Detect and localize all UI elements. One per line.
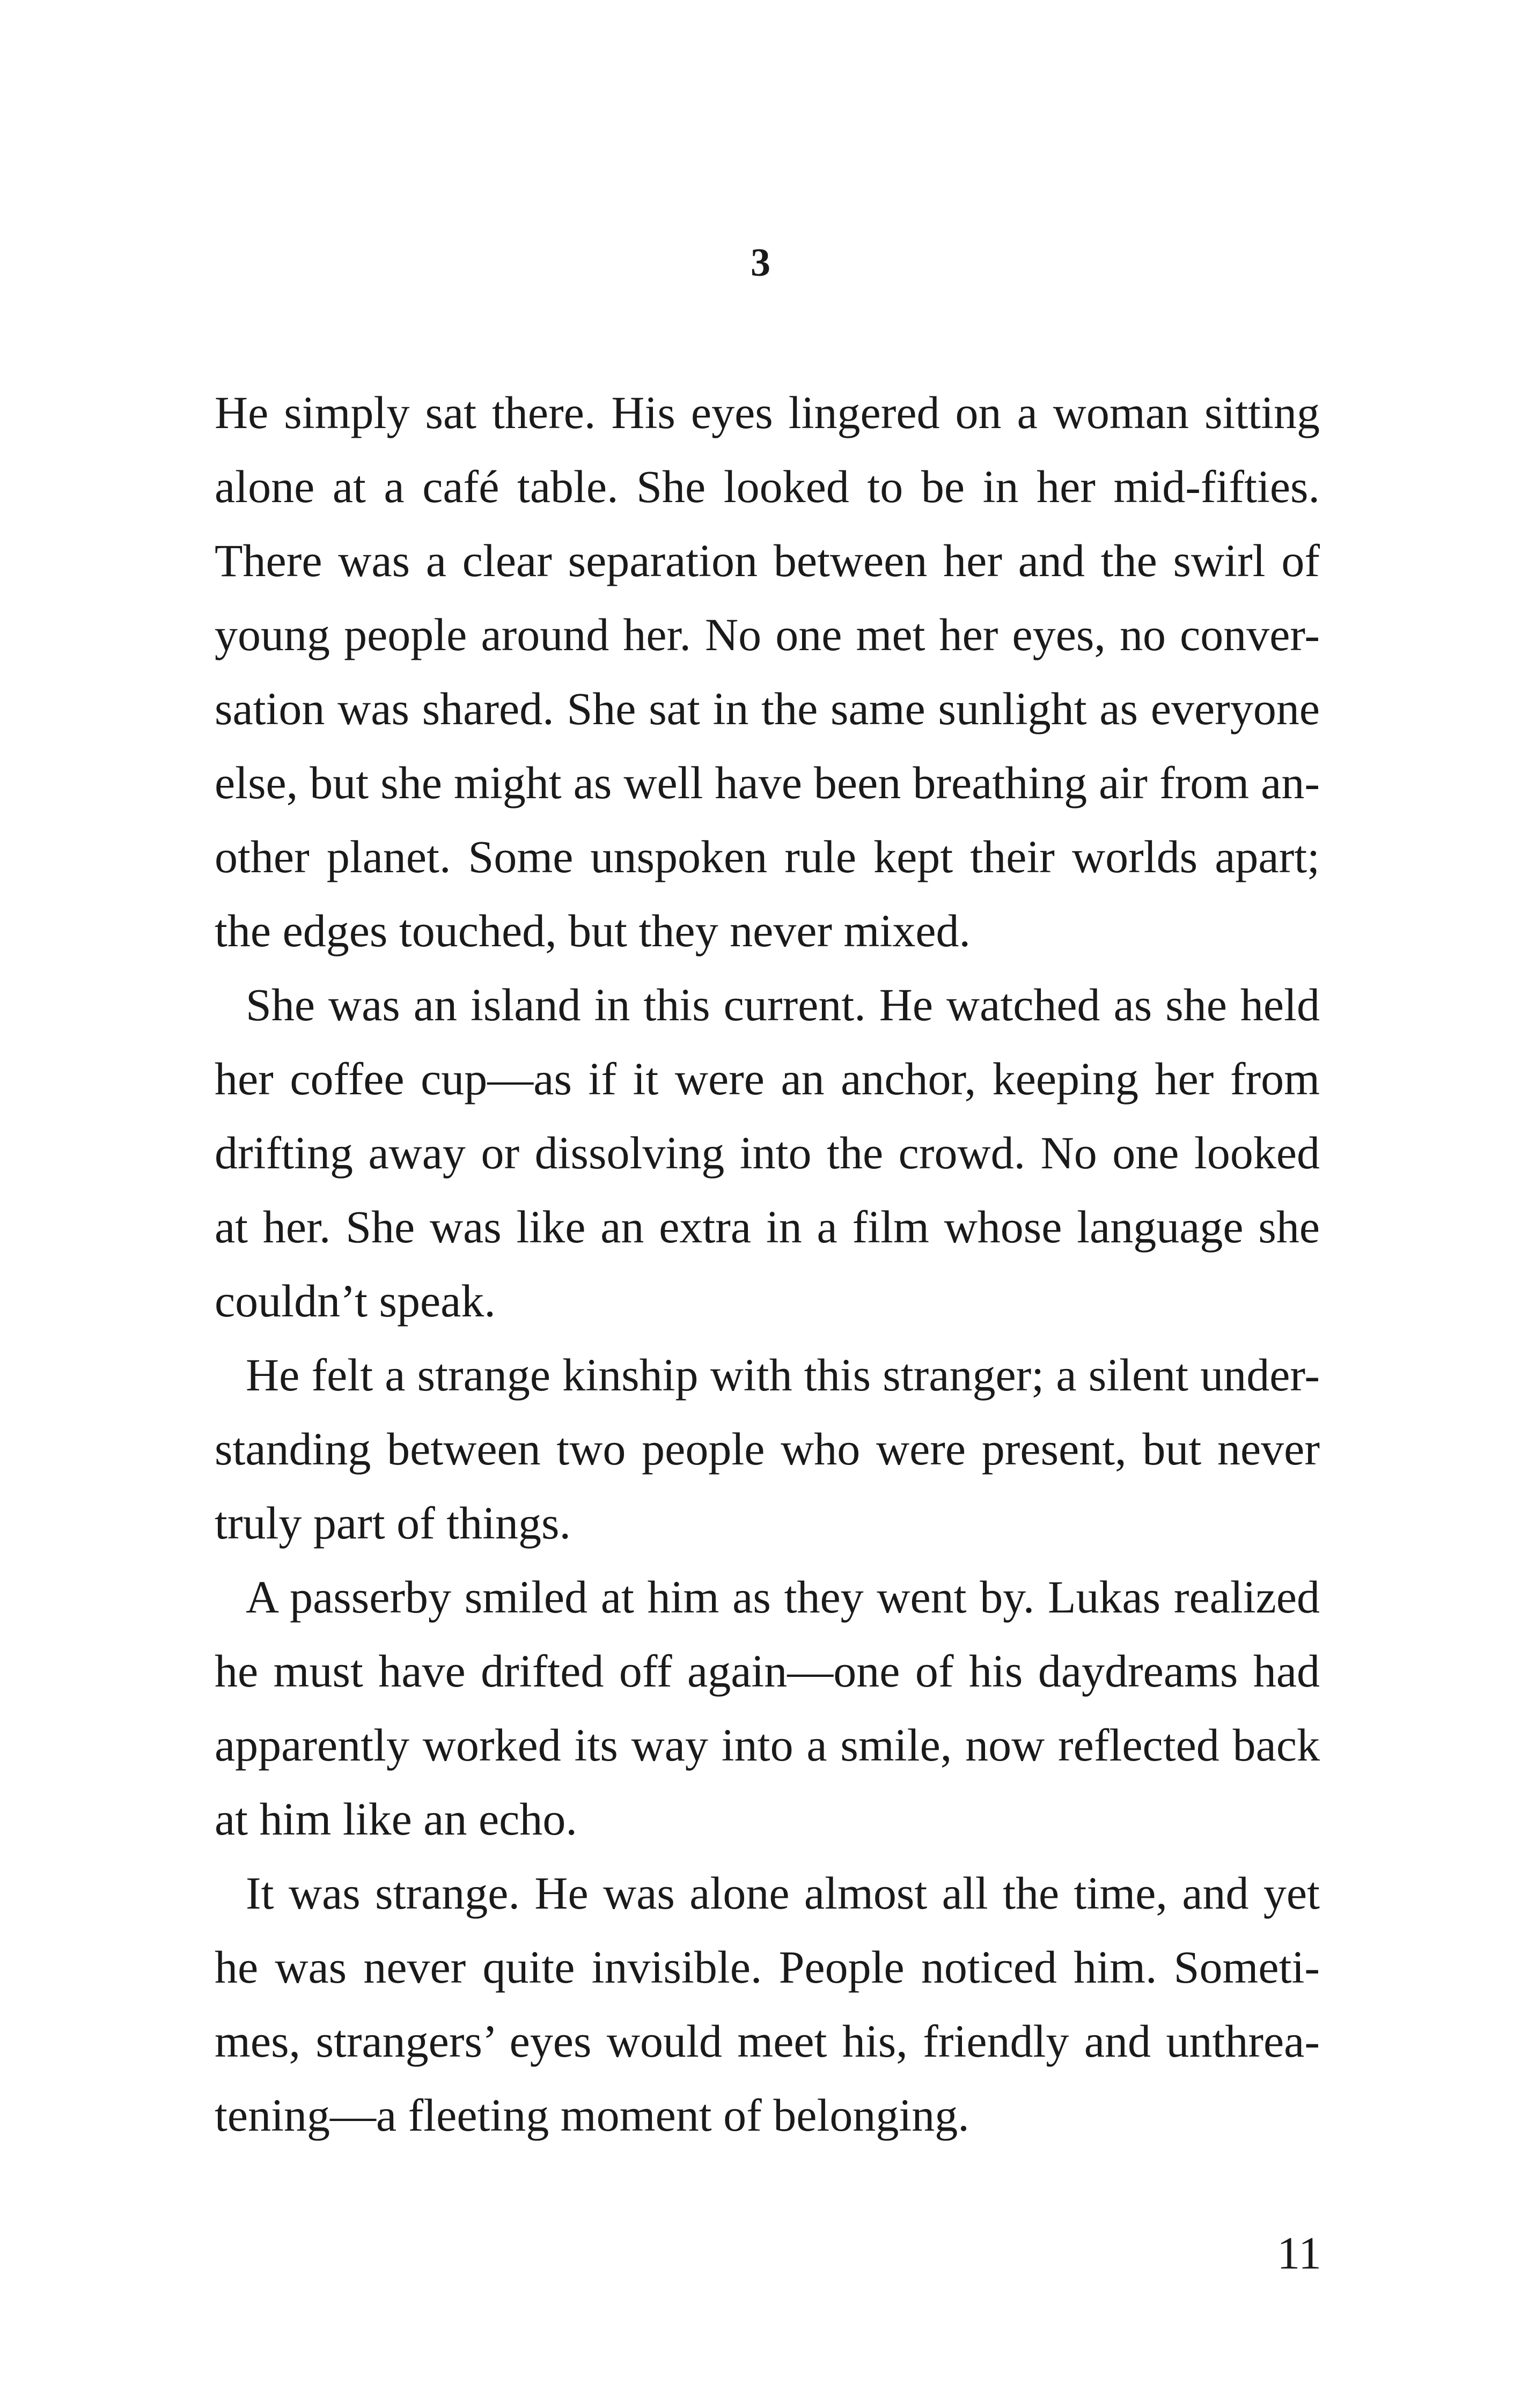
text-line: else, but she might as well have been breathing air from an- (215, 757, 1320, 808)
paragraph-5 (215, 1856, 1320, 2152)
text-line: He simply sat there. His eyes lingered on a woman sitting (215, 387, 1320, 438)
text-line: apparently worked its way into a smile, now reflected back (215, 1719, 1320, 1771)
text-line: her coffee cup—as if it were an anchor, keeping her from (215, 1053, 1320, 1104)
text-line: sation was shared. She sat in the same sunlight as everyone (215, 683, 1320, 734)
body-text (215, 375, 1320, 2152)
chapter-number: 3 (751, 241, 770, 285)
text-line: at him like an echo. (215, 1793, 577, 1845)
text-line: he was never quite invisible. People noticed him. Someti- (215, 1941, 1320, 1993)
text-line: drifting away or dissolving into the crowd. No one looked (215, 1127, 1320, 1179)
page-number: 11 (1277, 2227, 1321, 2279)
text-line: the edges touched, but they never mixed. (215, 905, 971, 956)
text-line: alone at a café table. She looked to be in her mid-fifties. (215, 461, 1320, 512)
text-line: he must have drifted off again—one of his daydreams had (215, 1645, 1320, 1697)
text-line: standing between two people who were present, but never (215, 1423, 1320, 1475)
text-line: mes, strangers’ eyes would meet his, friendly and unthrea- (215, 2015, 1320, 2067)
paragraph-3 (215, 1338, 1320, 1560)
paragraph-4 (215, 1560, 1320, 1856)
text-line: truly part of things. (215, 1497, 571, 1549)
text-line: young people around her. No one met her eyes, no conver- (215, 609, 1320, 660)
text-line: other planet. Some unspoken rule kept their worlds apart; (215, 831, 1320, 882)
text-line: There was a clear separation between her and the swirl of (215, 535, 1320, 586)
text-line: at her. She was like an extra in a film whose language she (215, 1201, 1320, 1253)
text-line: It was strange. He was alone almost all the time, and yet (246, 1867, 1320, 1919)
paragraph-2 (215, 968, 1320, 1338)
text-line: couldn’t speak. (215, 1275, 496, 1327)
text-line: A passerby smiled at him as they went by. Lukas realized (246, 1571, 1320, 1623)
text-line: She was an island in this current. He watched as she held (246, 979, 1320, 1030)
text-line: tening—a fleeting moment of belonging. (215, 2089, 969, 2141)
paragraph-1 (215, 375, 1320, 968)
text-line: He felt a strange kinship with this stranger; a silent under- (246, 1349, 1320, 1401)
